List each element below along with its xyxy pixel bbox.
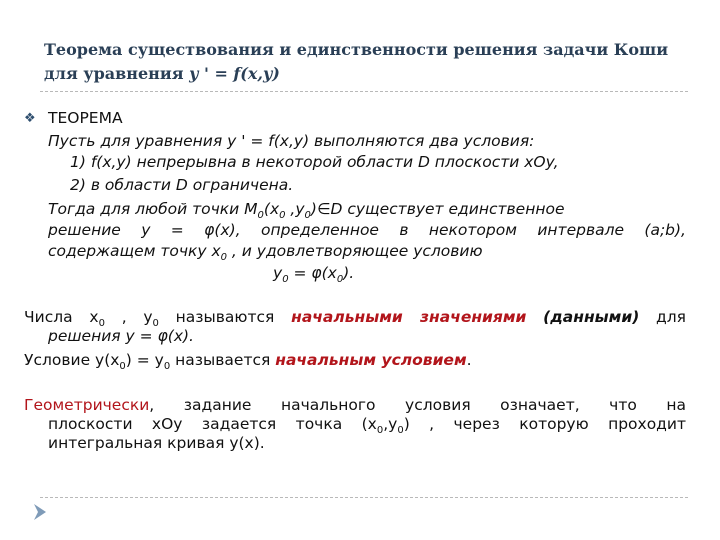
term-data: (данными) xyxy=(543,308,640,326)
initial-condition-formula: $y_0 = \varphi(x_0)$. xyxy=(273,264,355,286)
diamond-bullet-icon: ❖ xyxy=(24,111,36,126)
slide-title xyxy=(44,38,694,86)
geometry-line-2: плоскости xOy задается точка $(x_0,y_0)$ , через которую проходит xyxy=(48,415,686,437)
theorem-then-line: Тогда для любой точки $M_0(x_0$ $,y_0)\in D$ существует единственное xyxy=(48,200,565,222)
term-initial-values: начальными значениями xyxy=(291,308,527,326)
title-line-2-prefix: для уравнения xyxy=(44,64,190,83)
theorem-containing-line: содержащем точку $x_0$ , и удовлетворяющее условию xyxy=(48,242,483,264)
title-formula: y ' = f(x,y) xyxy=(189,64,280,83)
footer-divider xyxy=(40,497,688,498)
geometry-line-3: интегральная кривая y(x). xyxy=(48,434,265,452)
term-initial-condition: начальным условием xyxy=(275,351,467,369)
geometry-line-1: Геометрически, задание начального условия означает, что на xyxy=(24,396,686,414)
condition-line: Условие $y(x_0) = y_0$ называется начальным условием. xyxy=(24,351,472,373)
term-geometrically: Геометрически xyxy=(24,396,150,414)
theorem-solution-line: решение y = φ(x), определенное в некотором интервале (a;b), xyxy=(48,221,686,239)
title-line-1: Теорема существования и единственности решения задачи Коши xyxy=(44,40,669,59)
theorem-heading: ТЕОРЕМА xyxy=(48,109,123,127)
theorem-condition-1: 1) f(x,y) непрерывна в некоторой области D плоскости xOy, xyxy=(70,153,559,171)
theorem-line-1: Пусть для уравнения y ' = f(x,y) выполняются два условия: xyxy=(48,132,535,150)
theorem-condition-2: 2) в области D ограничена. xyxy=(70,176,294,194)
title-divider xyxy=(40,91,688,92)
numbers-line-2: решения y = φ(x). xyxy=(48,327,194,345)
numbers-line-1: Числа $x_0$ , $y_0$ называются начальными значениями (данными) для xyxy=(24,308,686,330)
next-slide-icon[interactable] xyxy=(33,503,47,521)
